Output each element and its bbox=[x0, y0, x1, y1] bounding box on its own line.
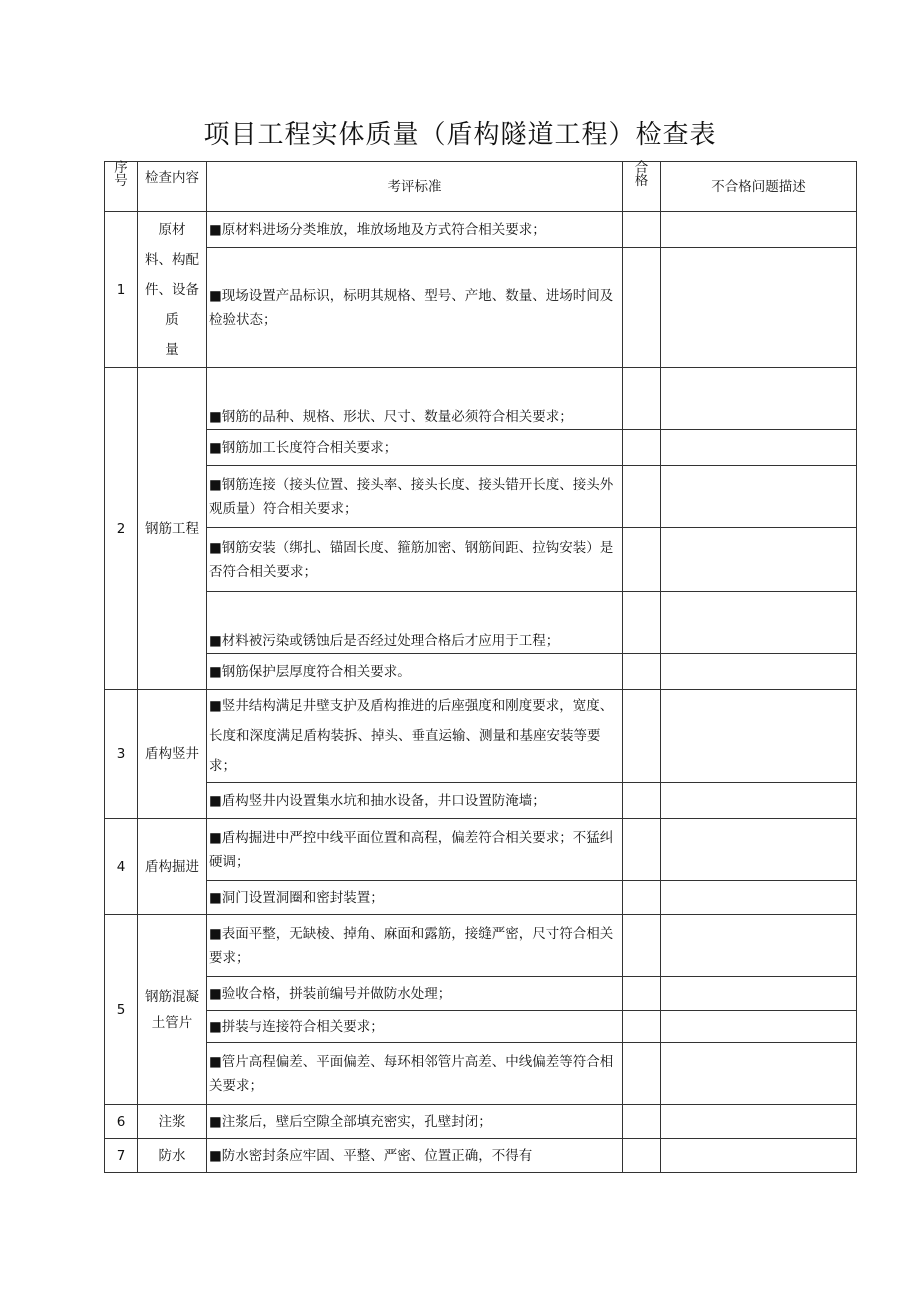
standard-text: ■钢筋连接（接头位置、接头率、接头长度、接头错开长度、接头外观质量）符合相关要求； bbox=[207, 466, 623, 528]
standard-text: ■钢筋安装（绑扎、锚固长度、箍筋加密、钢筋间距、拉钩安装）是否符合相关要求； bbox=[207, 528, 623, 592]
pass-cell[interactable] bbox=[623, 430, 661, 466]
row-number: 7 bbox=[105, 1139, 138, 1173]
check-item: 盾构掘进 bbox=[138, 819, 207, 915]
table-row bbox=[105, 212, 857, 248]
standard-text: ■管片高程偏差、平面偏差、每环相邻管片高差、中线偏差等符合相关要求； bbox=[207, 1043, 623, 1105]
pass-cell[interactable] bbox=[623, 368, 661, 430]
row-number: 2 bbox=[105, 368, 138, 690]
table-row bbox=[105, 592, 857, 654]
header-no: 序 号 bbox=[105, 162, 138, 212]
check-item: 盾构竖井 bbox=[138, 690, 207, 819]
pass-cell[interactable] bbox=[623, 654, 661, 690]
pass-cell[interactable] bbox=[623, 248, 661, 368]
standard-text: ■钢筋保护层厚度符合相关要求。 bbox=[207, 654, 623, 690]
check-item: 钢筋混凝 土管片 bbox=[138, 915, 207, 1105]
standard-text: ■盾构掘进中严控中线平面位置和高程，偏差符合相关要求；不猛纠硬调； bbox=[207, 819, 623, 881]
row-number: 6 bbox=[105, 1105, 138, 1139]
issue-cell[interactable] bbox=[661, 1139, 857, 1173]
page-title: 项目工程实体质量（盾构隧道工程）检查表 bbox=[203, 120, 717, 150]
issue-cell[interactable] bbox=[661, 881, 857, 915]
standard-text: ■现场设置产品标识，标明其规格、型号、产地、数量、进场时间及检验状态； bbox=[207, 248, 623, 368]
header-item: 检查内容 bbox=[138, 162, 207, 212]
check-item: 防水 bbox=[138, 1139, 207, 1173]
table-row bbox=[105, 654, 857, 690]
standard-text: ■材料被污染或锈蚀后是否经过处理合格后才应用于工程； bbox=[207, 592, 623, 654]
table-row bbox=[105, 368, 857, 430]
pass-cell[interactable] bbox=[623, 1139, 661, 1173]
issue-cell[interactable] bbox=[661, 783, 857, 819]
table-row bbox=[105, 1105, 857, 1139]
check-item: 钢筋工程 bbox=[138, 368, 207, 690]
header-row bbox=[105, 162, 857, 212]
table-row bbox=[105, 690, 857, 783]
row-number: 5 bbox=[105, 915, 138, 1105]
standard-text: ■拼装与连接符合相关要求； bbox=[207, 1011, 623, 1043]
issue-cell[interactable] bbox=[661, 1043, 857, 1105]
pass-cell[interactable] bbox=[623, 915, 661, 977]
header-pass: 合 格 bbox=[623, 162, 661, 212]
inspection-table bbox=[104, 161, 857, 1173]
pass-cell[interactable] bbox=[623, 466, 661, 528]
standard-text: ■钢筋加工长度符合相关要求； bbox=[207, 430, 623, 466]
issue-cell[interactable] bbox=[661, 248, 857, 368]
pass-cell[interactable] bbox=[623, 783, 661, 819]
standard-text: ■验收合格，拼装前编号并做防水处理； bbox=[207, 977, 623, 1011]
table-row bbox=[105, 466, 857, 528]
table-row bbox=[105, 915, 857, 977]
table-row bbox=[105, 881, 857, 915]
table-row bbox=[105, 783, 857, 819]
standard-text: ■表面平整，无缺棱、掉角、麻面和露筋，接缝严密，尺寸符合相关要求； bbox=[207, 915, 623, 977]
pass-cell[interactable] bbox=[623, 1043, 661, 1105]
standard-text: ■洞门设置洞圈和密封装置； bbox=[207, 881, 623, 915]
pass-cell[interactable] bbox=[623, 592, 661, 654]
table-row bbox=[105, 1011, 857, 1043]
issue-cell[interactable] bbox=[661, 977, 857, 1011]
issue-cell[interactable] bbox=[661, 466, 857, 528]
pass-cell[interactable] bbox=[623, 690, 661, 783]
header-standard: 考评标准 bbox=[207, 162, 623, 212]
issue-cell[interactable] bbox=[661, 915, 857, 977]
issue-cell[interactable] bbox=[661, 1105, 857, 1139]
issue-cell[interactable] bbox=[661, 690, 857, 783]
table-row bbox=[105, 819, 857, 881]
issue-cell[interactable] bbox=[661, 528, 857, 592]
pass-cell[interactable] bbox=[623, 881, 661, 915]
table-row bbox=[105, 528, 857, 592]
table-row bbox=[105, 430, 857, 466]
table-row bbox=[105, 248, 857, 368]
check-item: 原材 料、构配 件、设备 质 量 bbox=[138, 212, 207, 368]
pass-cell[interactable] bbox=[623, 977, 661, 1011]
issue-cell[interactable] bbox=[661, 592, 857, 654]
issue-cell[interactable] bbox=[661, 368, 857, 430]
issue-cell[interactable] bbox=[661, 430, 857, 466]
header-issue: 不合格问题描述 bbox=[661, 162, 857, 212]
pass-cell[interactable] bbox=[623, 528, 661, 592]
table-row bbox=[105, 1139, 857, 1173]
pass-cell[interactable] bbox=[623, 1011, 661, 1043]
check-item: 注浆 bbox=[138, 1105, 207, 1139]
standard-text: ■盾构竖井内设置集水坑和抽水设备，井口设置防淹墙； bbox=[207, 783, 623, 819]
standard-text: ■防水密封条应牢固、平整、严密、位置正确，不得有 bbox=[207, 1139, 623, 1173]
pass-cell[interactable] bbox=[623, 819, 661, 881]
issue-cell[interactable] bbox=[661, 1011, 857, 1043]
standard-text: ■注浆后，壁后空隙全部填充密实，孔壁封闭； bbox=[207, 1105, 623, 1139]
issue-cell[interactable] bbox=[661, 212, 857, 248]
pass-cell[interactable] bbox=[623, 1105, 661, 1139]
pass-cell[interactable] bbox=[623, 212, 661, 248]
table-row bbox=[105, 977, 857, 1011]
issue-cell[interactable] bbox=[661, 654, 857, 690]
standard-text: ■竖井结构满足井壁支护及盾构推进的后座强度和刚度要求，宽度、长度和深度满足盾构装拆、掉头、垂直运输、测量和基座安装等要求； bbox=[207, 690, 623, 783]
table-row bbox=[105, 1043, 857, 1105]
standard-text: ■钢筋的品种、规格、形状、尺寸、数量必须符合相关要求； bbox=[207, 368, 623, 430]
issue-cell[interactable] bbox=[661, 819, 857, 881]
row-number: 1 bbox=[105, 212, 138, 368]
standard-text: ■原材料进场分类堆放，堆放场地及方式符合相关要求； bbox=[207, 212, 623, 248]
row-number: 4 bbox=[105, 819, 138, 915]
row-number: 3 bbox=[105, 690, 138, 819]
